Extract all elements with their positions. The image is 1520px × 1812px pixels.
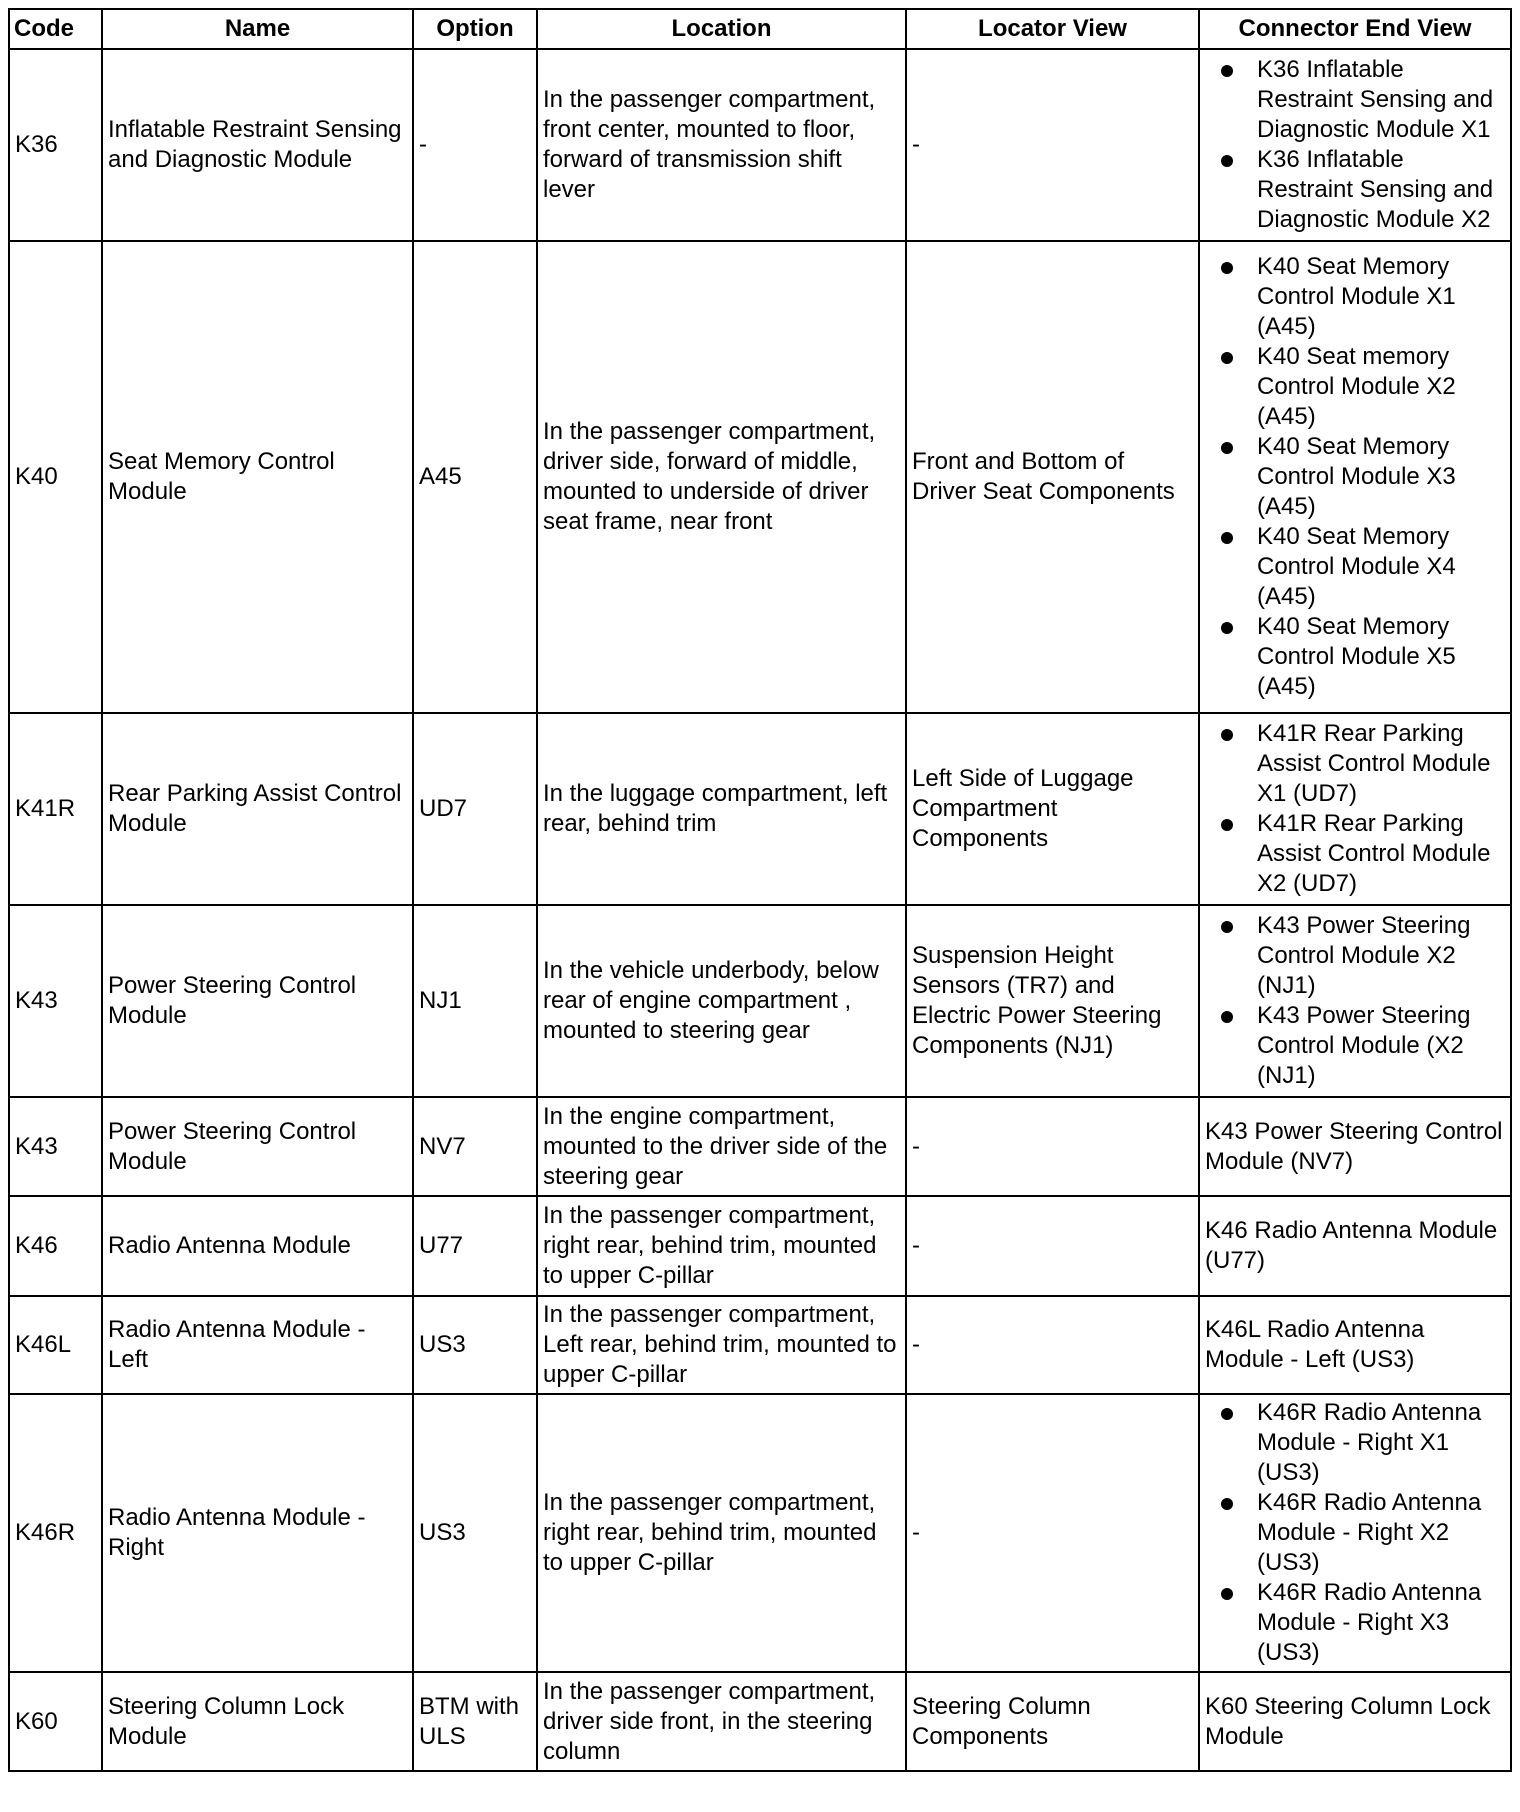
- connector-link[interactable]: K40 Seat Memory Control Module X5 (A45): [1205, 612, 1505, 702]
- cell-connector-end-view: [1199, 1394, 1511, 1672]
- connector-link[interactable]: K46R Radio Antenna Module - Right X1 (US3): [1205, 1398, 1505, 1488]
- table-row: [9, 1672, 1511, 1771]
- cell-name: Inflatable Restraint Sensing and Diagnostic Module: [102, 49, 413, 241]
- cell-name: Seat Memory Control Module: [102, 241, 413, 713]
- connector-list: [1205, 55, 1505, 235]
- cell-location: In the passenger compartment, driver side front, in the steering column: [537, 1672, 906, 1771]
- table-row: [9, 713, 1511, 905]
- connector-link[interactable]: K40 Seat Memory Control Module X4 (A45): [1205, 522, 1505, 612]
- cell-connector-end-view: [1199, 241, 1511, 713]
- cell-locator-view[interactable]: Front and Bottom of Driver Seat Components: [906, 241, 1199, 713]
- cell-name: Power Steering Control Module: [102, 905, 413, 1097]
- connector-link[interactable]: K40 Seat Memory Control Module X3 (A45): [1205, 432, 1505, 522]
- cell-name: Radio Antenna Module - Right: [102, 1394, 413, 1672]
- connector-link[interactable]: K36 Inflatable Restraint Sensing and Diagnostic Module X1: [1205, 55, 1505, 145]
- cell-name: Rear Parking Assist Control Module: [102, 713, 413, 905]
- table-row: [9, 1394, 1511, 1672]
- connector-link[interactable]: K41R Rear Parking Assist Control Module X2 (UD7): [1205, 809, 1505, 899]
- cell-code: K43: [9, 905, 102, 1097]
- cell-code: K46L: [9, 1296, 102, 1394]
- cell-locator-view: -: [906, 1196, 1199, 1296]
- cell-option: NV7: [413, 1097, 537, 1196]
- table-row: [9, 1196, 1511, 1296]
- table-row: [9, 1097, 1511, 1196]
- component-locator-table: [8, 8, 1512, 1772]
- cell-locator-view: -: [906, 1394, 1199, 1672]
- connector-link[interactable]: K40 Seat Memory Control Module X1 (A45): [1205, 252, 1505, 342]
- cell-option: U77: [413, 1196, 537, 1296]
- cell-locator-view[interactable]: Suspension Height Sensors (TR7) and Electric Power Steering Components (NJ1): [906, 905, 1199, 1097]
- cell-location: In the passenger compartment, front center, mounted to floor, forward of transmission shift lever: [537, 49, 906, 241]
- header-name: Name: [102, 9, 413, 49]
- cell-locator-view[interactable]: Left Side of Luggage Compartment Components: [906, 713, 1199, 905]
- cell-option: US3: [413, 1394, 537, 1672]
- connector-link[interactable]: K46R Radio Antenna Module - Right X3 (US3): [1205, 1578, 1505, 1668]
- cell-location: In the passenger compartment, driver side, forward of middle, mounted to underside of driver seat frame, near front: [537, 241, 906, 713]
- cell-location: In the passenger compartment, right rear, behind trim, mounted to upper C-pillar: [537, 1394, 906, 1672]
- connector-link[interactable]: K43 Power Steering Control Module (X2 (NJ1): [1205, 1001, 1505, 1091]
- cell-name: Power Steering Control Module: [102, 1097, 413, 1196]
- table-row: [9, 905, 1511, 1097]
- table-row: [9, 49, 1511, 241]
- connector-list: [1205, 911, 1505, 1091]
- cell-location: In the passenger compartment, Left rear, behind trim, mounted to upper C-pillar: [537, 1296, 906, 1394]
- cell-option: -: [413, 49, 537, 241]
- cell-connector-end-view[interactable]: K46L Radio Antenna Module - Left (US3): [1199, 1296, 1511, 1394]
- cell-locator-view: -: [906, 1097, 1199, 1196]
- connector-list: [1205, 252, 1505, 702]
- table-row: [9, 241, 1511, 713]
- cell-connector-end-view: [1199, 713, 1511, 905]
- cell-location: In the vehicle underbody, below rear of engine compartment , mounted to steering gear: [537, 905, 906, 1097]
- cell-code: K40: [9, 241, 102, 713]
- cell-code: K60: [9, 1672, 102, 1771]
- cell-location: In the passenger compartment, right rear, behind trim, mounted to upper C-pillar: [537, 1196, 906, 1296]
- cell-code: K43: [9, 1097, 102, 1196]
- header-locator-view: Locator View: [906, 9, 1199, 49]
- cell-connector-end-view[interactable]: K60 Steering Column Lock Module: [1199, 1672, 1511, 1771]
- header-option: Option: [413, 9, 537, 49]
- cell-option: US3: [413, 1296, 537, 1394]
- connector-link[interactable]: K46R Radio Antenna Module - Right X2 (US3): [1205, 1488, 1505, 1578]
- cell-option: A45: [413, 241, 537, 713]
- cell-connector-end-view: [1199, 49, 1511, 241]
- header-code: Code: [9, 9, 102, 49]
- cell-connector-end-view: [1199, 905, 1511, 1097]
- connector-list: [1205, 1398, 1505, 1668]
- cell-code: K36: [9, 49, 102, 241]
- cell-code: K46R: [9, 1394, 102, 1672]
- cell-name: Radio Antenna Module: [102, 1196, 413, 1296]
- table-row: [9, 1296, 1511, 1394]
- connector-link[interactable]: K41R Rear Parking Assist Control Module X1 (UD7): [1205, 719, 1505, 809]
- connector-link[interactable]: K40 Seat memory Control Module X2 (A45): [1205, 342, 1505, 432]
- cell-locator-view: -: [906, 1296, 1199, 1394]
- cell-code: K41R: [9, 713, 102, 905]
- cell-locator-view[interactable]: Steering Column Components: [906, 1672, 1199, 1771]
- cell-location: In the engine compartment, mounted to the driver side of the steering gear: [537, 1097, 906, 1196]
- cell-location: In the luggage compartment, left rear, behind trim: [537, 713, 906, 905]
- cell-connector-end-view[interactable]: K46 Radio Antenna Module (U77): [1199, 1196, 1511, 1296]
- connector-link[interactable]: K36 Inflatable Restraint Sensing and Diagnostic Module X2: [1205, 145, 1505, 235]
- header-connector-end-view: Connector End View: [1199, 9, 1511, 49]
- cell-code: K46: [9, 1196, 102, 1296]
- cell-name: Radio Antenna Module - Left: [102, 1296, 413, 1394]
- cell-connector-end-view[interactable]: K43 Power Steering Control Module (NV7): [1199, 1097, 1511, 1196]
- connector-list: [1205, 719, 1505, 899]
- header-row: [9, 9, 1511, 49]
- connector-link[interactable]: K43 Power Steering Control Module X2 (NJ1): [1205, 911, 1505, 1001]
- cell-locator-view: -: [906, 49, 1199, 241]
- cell-option: NJ1: [413, 905, 537, 1097]
- cell-option: UD7: [413, 713, 537, 905]
- cell-name: Steering Column Lock Module: [102, 1672, 413, 1771]
- cell-option: BTM with ULS: [413, 1672, 537, 1771]
- header-location: Location: [537, 9, 906, 49]
